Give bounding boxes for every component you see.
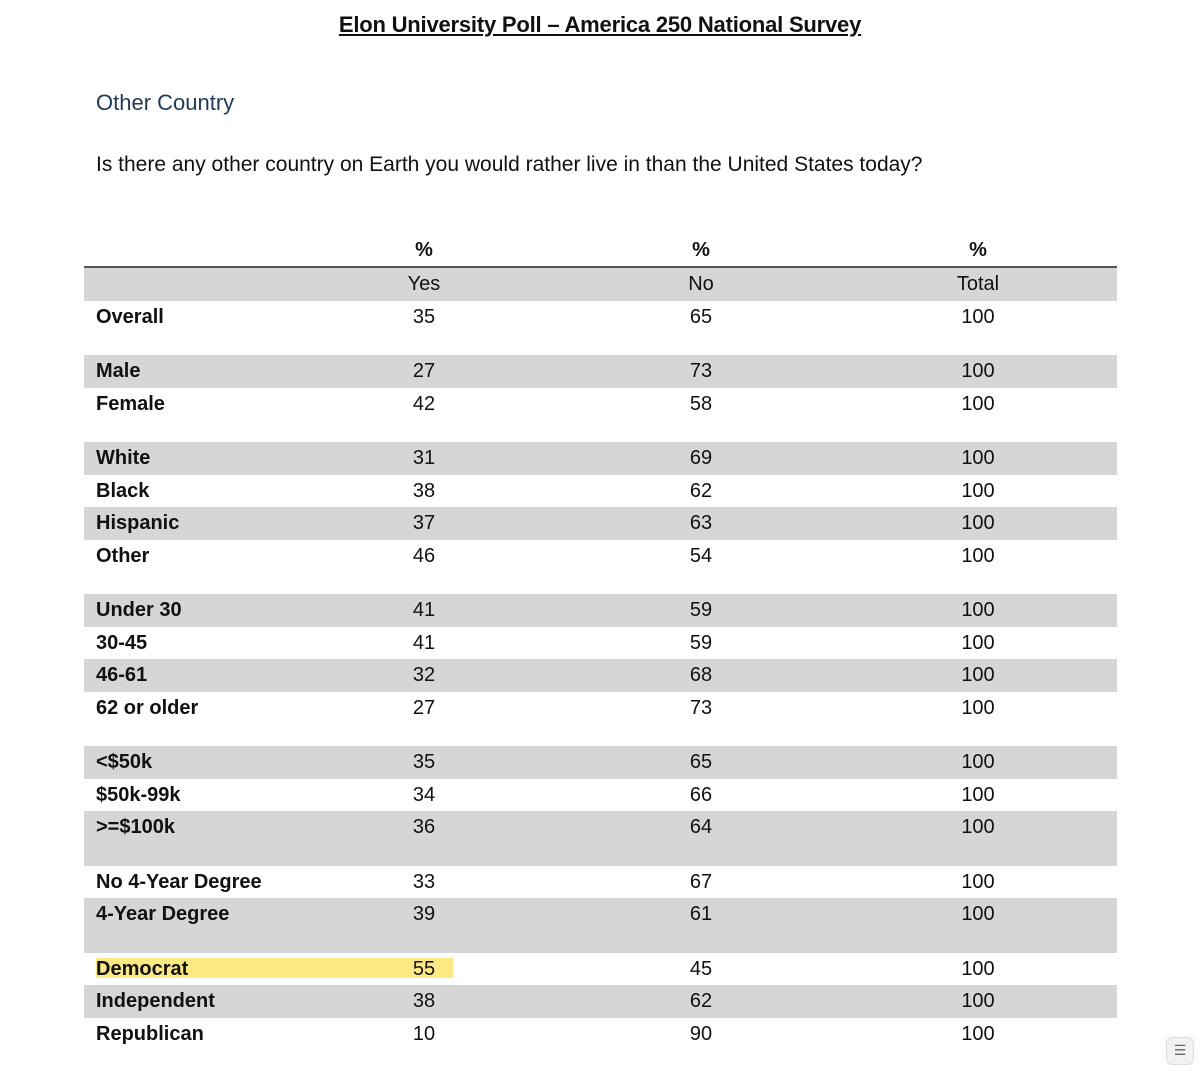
row-spacer: [84, 420, 1117, 442]
table-row: [84, 746, 1117, 779]
yes-value: 35: [412, 305, 436, 328]
no-value: 62: [689, 990, 713, 1012]
total-value: 100: [961, 447, 995, 469]
yes-value: 38: [412, 479, 436, 502]
document-title: Elon University Poll – America 250 National Survey: [338, 12, 862, 37]
no-value: 68: [689, 664, 713, 686]
row-label: Under 30: [96, 599, 182, 621]
yes-value: 33: [412, 870, 436, 893]
section-heading: Other Country: [96, 90, 235, 115]
row-label: 46-61: [96, 664, 148, 686]
row-spacer: [84, 333, 1117, 355]
row-label: White: [96, 447, 151, 469]
header-unit-total: %: [969, 239, 987, 261]
total-value: 100: [961, 1022, 995, 1045]
no-value: 90: [689, 1022, 713, 1045]
no-value: 59: [689, 631, 713, 654]
table-row: [84, 507, 1117, 540]
no-value: 58: [689, 392, 713, 415]
row-label: 4-Year Degree: [96, 903, 230, 925]
yes-value: 39: [412, 903, 436, 925]
no-value: 63: [689, 512, 713, 534]
total-value: 100: [961, 599, 995, 621]
row-spacer: [84, 724, 1117, 746]
row-label: Independent: [96, 990, 215, 1012]
row-spacer: [84, 844, 1117, 866]
yes-value: 46: [412, 544, 436, 567]
row-spacer: [84, 572, 1117, 594]
yes-value: 38: [412, 990, 436, 1012]
yes-value: 27: [412, 696, 436, 719]
yes-value: 27: [412, 360, 436, 382]
table-row: [84, 866, 1117, 899]
table-row: [84, 301, 1117, 334]
row-label: Female: [96, 392, 165, 415]
row-label: >=$100k: [96, 816, 175, 838]
yes-value: 31: [412, 447, 436, 469]
total-value: 100: [961, 392, 995, 415]
row-label: <$50k: [96, 751, 153, 773]
no-value: 65: [689, 751, 713, 773]
page-options-icon[interactable]: ☰: [1166, 1037, 1194, 1065]
total-value: 100: [961, 479, 995, 502]
header-units-row: [84, 235, 1117, 268]
total-value: 100: [961, 990, 995, 1012]
yes-value: 41: [412, 631, 436, 654]
header-labels-row: [84, 268, 1117, 301]
no-value: 73: [689, 696, 713, 719]
yes-value: 41: [412, 599, 436, 621]
total-value: 100: [961, 631, 995, 654]
yes-value: 42: [412, 392, 436, 415]
no-value: 59: [689, 599, 713, 621]
table-row: [84, 388, 1117, 421]
table-row: [84, 594, 1117, 627]
no-value: 64: [689, 816, 713, 838]
row-spacer: [84, 931, 1117, 953]
yes-value: 32: [412, 664, 436, 686]
table-row: [84, 659, 1117, 692]
yes-value: 55: [412, 957, 436, 980]
yes-value: 10: [412, 1022, 436, 1045]
header-unit-no: %: [692, 239, 710, 261]
yes-value: 37: [412, 512, 436, 534]
total-value: 100: [961, 305, 995, 328]
row-label: Hispanic: [96, 512, 180, 534]
no-value: 61: [689, 903, 713, 925]
total-value: 100: [961, 360, 995, 382]
yes-value: 36: [412, 816, 436, 838]
row-label: No 4-Year Degree: [96, 870, 262, 893]
no-value: 66: [689, 783, 713, 806]
no-value: 73: [689, 360, 713, 382]
no-value: 69: [689, 447, 713, 469]
row-label: 30-45: [96, 631, 148, 654]
results-table: [84, 235, 1117, 1050]
table-row: [84, 779, 1117, 812]
header-yes: Yes: [407, 273, 441, 295]
no-value: 62: [689, 479, 713, 502]
total-value: 100: [961, 664, 995, 686]
table-row: [84, 692, 1117, 725]
row-label: Democrat: [96, 957, 189, 980]
total-value: 100: [961, 512, 995, 534]
table-row: [84, 627, 1117, 660]
table-row: [84, 540, 1117, 573]
row-label: 62 or older: [96, 696, 199, 719]
survey-question: Is there any other country on Earth you would rather live in than the United States today?: [96, 153, 923, 176]
table-row: [84, 475, 1117, 508]
table-row: [84, 953, 1117, 986]
table-row: [84, 898, 1117, 931]
table-row: [84, 1018, 1117, 1051]
row-label: $50k-99k: [96, 783, 181, 806]
total-value: 100: [961, 751, 995, 773]
table-row: [84, 985, 1117, 1018]
table-row: [84, 442, 1117, 475]
total-value: 100: [961, 870, 995, 893]
row-label: Black: [96, 479, 150, 502]
row-label: Overall: [96, 305, 164, 328]
header-unit-yes: %: [415, 239, 433, 261]
total-value: 100: [961, 816, 995, 838]
total-value: 100: [961, 783, 995, 806]
header-no: No: [688, 273, 714, 295]
table-row: [84, 355, 1117, 388]
row-label: Male: [96, 360, 141, 382]
total-value: 100: [961, 696, 995, 719]
no-value: 67: [689, 870, 713, 893]
yes-value: 34: [412, 783, 436, 806]
total-value: 100: [961, 957, 995, 980]
total-value: 100: [961, 544, 995, 567]
row-label: Republican: [96, 1022, 204, 1045]
total-value: 100: [961, 903, 995, 925]
header-total: Total: [956, 273, 1000, 295]
table-row: [84, 811, 1117, 844]
no-value: 65: [689, 305, 713, 328]
no-value: 45: [689, 957, 713, 980]
no-value: 54: [689, 544, 713, 567]
row-label: Other: [96, 544, 150, 567]
yes-value: 35: [412, 751, 436, 773]
